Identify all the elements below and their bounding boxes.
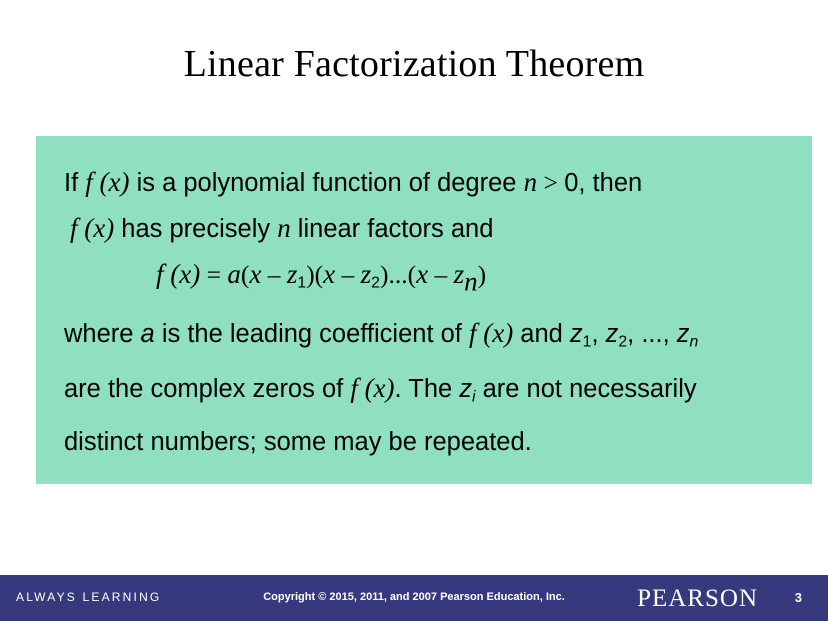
formula-zn-sub: n bbox=[464, 266, 478, 297]
formula-x1: x bbox=[249, 259, 262, 289]
formula-close1: ) bbox=[306, 260, 315, 289]
line4-a-var: a bbox=[140, 320, 155, 349]
formula-minus1: – bbox=[261, 260, 287, 289]
theorem-line-4 bbox=[64, 313, 794, 362]
formula-eq: = bbox=[200, 260, 228, 289]
formula-close2: ) bbox=[379, 260, 389, 289]
line4-fx: f (x) bbox=[468, 318, 514, 349]
theorem-box bbox=[36, 136, 812, 484]
line4-middle: is the leading coefficient of bbox=[154, 320, 469, 349]
line4-z2-sub: 2 bbox=[618, 333, 628, 351]
line4-comma1: , bbox=[591, 320, 606, 349]
footer-tagline: ALWAYS LEARNING bbox=[16, 590, 162, 604]
slide-footer bbox=[0, 575, 828, 621]
line5-zi: z bbox=[459, 374, 473, 403]
line2-suffix: linear factors and bbox=[290, 215, 494, 243]
formula-a: a bbox=[227, 259, 241, 289]
line1-suffix: 0, then bbox=[564, 169, 643, 197]
line4-z2: z bbox=[605, 320, 619, 349]
formula-open3: ( bbox=[407, 260, 417, 289]
line4-zn-sub: n bbox=[689, 333, 699, 351]
line1-n: n bbox=[523, 167, 538, 197]
line5-prefix: are the complex zeros of bbox=[64, 374, 351, 403]
page-title: Linear Factorization Theorem bbox=[183, 43, 645, 85]
theorem-line-2 bbox=[64, 208, 794, 249]
formula-z2: z bbox=[360, 259, 372, 289]
formula-minus3: – bbox=[428, 260, 454, 289]
formula-z1: z bbox=[286, 259, 298, 289]
line4-z1-sub: 1 bbox=[582, 333, 592, 351]
theorem-text bbox=[64, 162, 794, 467]
theorem-formula bbox=[64, 254, 794, 303]
page-number: 3 bbox=[794, 590, 802, 605]
line4-prefix: where bbox=[64, 320, 141, 349]
formula-minus2: – bbox=[335, 260, 361, 289]
footer-copyright: Copyright © 2015, 2011, and 2007 Pearson Education, Inc. bbox=[263, 591, 565, 603]
theorem-line-6: distinct numbers; some may be repeated. bbox=[64, 428, 532, 457]
line4-z1: z bbox=[569, 320, 583, 349]
formula-close3: ) bbox=[477, 260, 487, 289]
formula-ellipsis: ... bbox=[388, 260, 408, 289]
formula-zn: z bbox=[453, 259, 465, 289]
formula-open1: ( bbox=[240, 260, 250, 289]
line5-fx: f (x) bbox=[350, 372, 395, 403]
formula-x3: x bbox=[416, 259, 429, 289]
line1-fx: f (x) bbox=[85, 167, 130, 197]
formula-fx: f (x) bbox=[156, 259, 201, 289]
formula-x2: x bbox=[323, 259, 336, 289]
line4-comma2: , ..., bbox=[627, 320, 677, 349]
line2-prefix: has precisely bbox=[114, 215, 278, 243]
theorem-line-5 bbox=[64, 368, 794, 417]
theorem-line-1 bbox=[64, 162, 794, 203]
line4-and: and bbox=[513, 320, 570, 349]
line2-fx: f (x) bbox=[70, 213, 115, 243]
line1-gt: > bbox=[537, 168, 565, 197]
line1-middle: is a polynomial function of degree bbox=[129, 169, 524, 197]
line5-suffix: are not necessarily bbox=[475, 374, 697, 403]
line4-zn: z bbox=[676, 320, 690, 349]
line1-prefix: If bbox=[64, 169, 86, 197]
formula-z2-sub: 2 bbox=[371, 274, 380, 292]
line5-middle: . The bbox=[394, 374, 460, 403]
line5-zi-sub: i bbox=[472, 388, 476, 406]
formula-z1-sub: 1 bbox=[297, 274, 307, 292]
pearson-logo: PEARSON bbox=[637, 585, 758, 612]
formula-open2: ( bbox=[314, 260, 324, 289]
line2-n: n bbox=[277, 213, 291, 243]
